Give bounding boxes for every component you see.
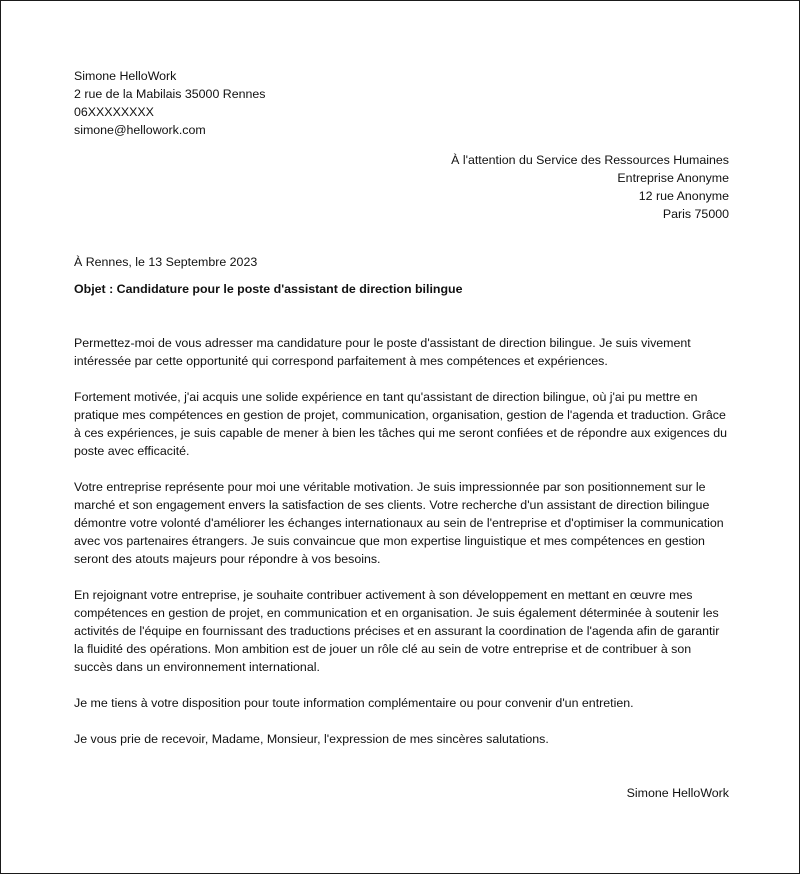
sender-block xyxy=(74,67,729,139)
sender-email: simone@hellowork.com xyxy=(74,123,206,137)
body-paragraph: En rejoignant votre entreprise, je souhaite contribuer activement à son développement en mettant en œuvre mes compétences en gestion de projet, en communication et en organisation. Je suis également déterminée à soutenir les activités de l'équipe en fournissant des traductions précises et en assurant la coordination de l'agenda afin de garantir la fluidité des opérations. Mon ambition est de jouer un rôle clé au sein de votre entreprise et de contribuer à son succès dans un environnement international. xyxy=(74,588,720,674)
recipient-block xyxy=(74,151,729,223)
signature: Simone HelloWork xyxy=(626,786,729,800)
body-paragraph: Fortement motivée, j'ai acquis une solide expérience en tant qu'assistant de direction bilingue, où j'ai pu mettre en pratique mes compétences en gestion de projet, communication, organisation, gestion de l'agenda et traduction. Grâce à ces expériences, je suis capable de mener à bien les tâches qui me seront confiées et de répondre aux exigences du poste avec efficacité. xyxy=(74,390,727,458)
cover-letter xyxy=(74,67,729,802)
recipient-company: Entreprise Anonyme xyxy=(617,171,729,185)
body-paragraph: Votre entreprise représente pour moi une véritable motivation. Je suis impressionnée par son positionnement sur le marché et son engagement envers la satisfaction de ses clients. Votre recherche d'un assistant de direction bilingue démontre votre volonté d'améliorer les échanges internationaux au sein de l'entreprise et d'optimiser la communication avec vos partenaires étrangers. Je suis convaincue que mon expertise linguistique et mes compétences en gestion seront des atouts majeurs pour répondre à vos besoins. xyxy=(74,480,724,566)
sender-address: 2 rue de la Mabilais 35000 Rennes xyxy=(74,87,266,101)
body-paragraph: Permettez-moi de vous adresser ma candidature pour le poste d'assistant de direction bilingue. Je suis vivement intéressée par cette opportunité qui correspond parfaitement à mes compétences et expériences. xyxy=(74,336,691,368)
date-line: À Rennes, le 13 Septembre 2023 xyxy=(74,255,258,269)
subject-line: Objet : Candidature pour le poste d'assistant de direction bilingue xyxy=(74,282,463,296)
body-paragraph: Je me tiens à votre disposition pour toute information complémentaire ou pour convenir d'un entretien. xyxy=(74,696,634,710)
letter-body xyxy=(74,334,729,748)
recipient-city: Paris 75000 xyxy=(662,207,729,221)
closing-paragraph: Je vous prie de recevoir, Madame, Monsieur, l'expression de mes sincères salutations. xyxy=(74,732,549,746)
sender-name: Simone HelloWork xyxy=(74,69,177,83)
recipient-attention: À l'attention du Service des Ressources Humaines xyxy=(451,153,729,167)
recipient-street: 12 rue Anonyme xyxy=(638,189,729,203)
sender-phone: 06XXXXXXXX xyxy=(74,105,154,119)
